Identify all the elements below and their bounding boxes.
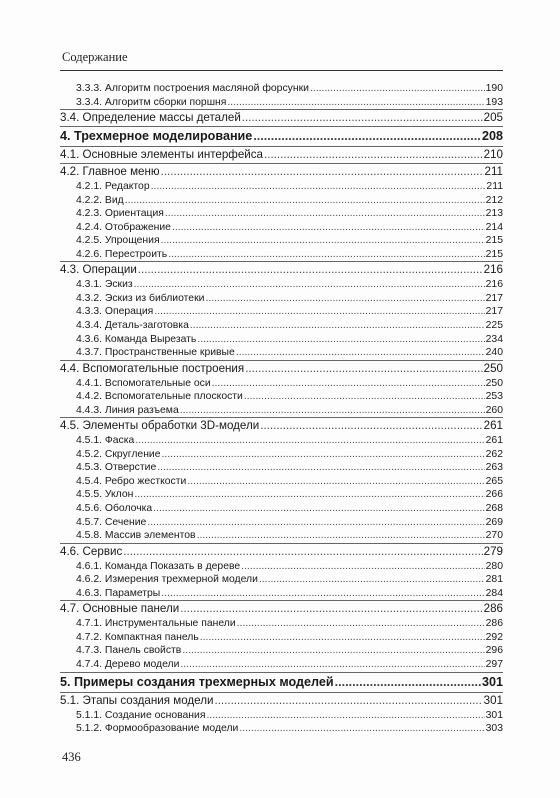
toc-entry bbox=[60, 418, 503, 434]
toc-entry-page: 190 bbox=[485, 83, 503, 94]
toc-leader-dots bbox=[227, 96, 484, 110]
toc-entry-title: 4.3.7. Пространственные кривые bbox=[76, 347, 235, 359]
running-header: Содержание bbox=[62, 50, 128, 64]
toc-entry bbox=[60, 658, 503, 673]
toc-leader-dots bbox=[154, 305, 484, 319]
toc-entry bbox=[60, 488, 503, 502]
toc-leader-dots bbox=[147, 516, 484, 530]
toc-entry-page: 263 bbox=[485, 462, 503, 474]
toc-leader-dots bbox=[134, 278, 485, 292]
toc-entry bbox=[60, 722, 503, 736]
toc-leader-dots bbox=[205, 292, 484, 306]
toc-entry bbox=[60, 617, 503, 631]
toc-entry bbox=[60, 693, 503, 709]
toc-leader-dots bbox=[214, 693, 482, 709]
toc-entry-title: 4.3.3. Операция bbox=[76, 306, 154, 318]
toc-entry-page: 303 bbox=[485, 723, 503, 735]
toc-entry-page: 297 bbox=[485, 658, 503, 670]
toc-entry-title: 4.2.5. Упрощения bbox=[76, 235, 160, 247]
toc-entry-page: 211 bbox=[486, 181, 503, 193]
toc-entry-page: 208 bbox=[481, 129, 503, 144]
toc-entry-title: 4.2.4. Отображение bbox=[76, 221, 171, 233]
toc-entry-title: 4.2.1. Редактор bbox=[76, 181, 150, 193]
toc-entry-page: 292 bbox=[485, 631, 503, 643]
toc-entry-title: 4.5.4. Ребро жесткости bbox=[76, 475, 187, 487]
toc-leader-dots bbox=[253, 127, 481, 146]
toc-entry bbox=[60, 361, 503, 377]
toc-entry bbox=[60, 278, 503, 292]
toc-entry-title: 4.7.1. Инструментальные панели bbox=[76, 618, 236, 630]
toc-entry bbox=[60, 346, 503, 361]
toc-entry-page: 266 bbox=[485, 489, 503, 501]
toc-leader-dots bbox=[190, 319, 485, 333]
toc-leader-dots bbox=[187, 475, 484, 489]
toc-entry-title: 4.7.2. Компактная панель bbox=[76, 631, 199, 643]
toc-entry bbox=[60, 262, 503, 278]
toc-entry-title: 4.5.7. Сечение bbox=[76, 516, 147, 528]
toc-entry-title: 4.4.1. Вспомогательные оси bbox=[76, 377, 211, 389]
toc-entry bbox=[60, 709, 503, 723]
toc-entry bbox=[60, 544, 503, 560]
toc-leader-dots bbox=[197, 529, 485, 543]
toc-entry-title: 4.6.1. Команда Показать в дереве bbox=[76, 560, 241, 572]
toc-entry-title: 4.3.2. Эскиз из библиотеки bbox=[76, 292, 205, 304]
toc-leader-dots bbox=[180, 404, 485, 418]
toc-entry-title: 4.5.1. Фаска bbox=[76, 435, 135, 447]
toc-entry bbox=[60, 164, 503, 180]
toc-entry bbox=[60, 434, 503, 448]
toc-entry-title: 4. Трехмерное моделирование bbox=[60, 129, 253, 144]
toc-entry-page: 262 bbox=[485, 448, 503, 460]
toc-entry bbox=[60, 377, 503, 391]
toc-entry-title: 4.3. Операции bbox=[60, 263, 137, 277]
toc-entry bbox=[60, 673, 503, 693]
toc-leader-dots bbox=[168, 248, 484, 262]
toc-leader-dots bbox=[239, 722, 484, 736]
toc-entry bbox=[60, 305, 503, 319]
toc-entry-title: 3.3.3. Алгоритм построения масляной форсунки bbox=[76, 83, 309, 94]
toc-leader-dots bbox=[157, 461, 484, 475]
toc-entry-title: 4.7.4. Дерево модели bbox=[76, 658, 180, 670]
toc-leader-dots bbox=[125, 194, 485, 208]
toc-entry bbox=[60, 207, 503, 221]
toc-entry-page: 250 bbox=[483, 361, 503, 375]
toc-entry-page: 270 bbox=[485, 530, 503, 542]
toc-leader-dots bbox=[161, 234, 485, 248]
toc-entry-title: 3.4. Определение массы деталей bbox=[60, 111, 241, 125]
toc-entry-title: 4.2. Главное меню bbox=[60, 165, 160, 179]
toc-entry-page: 253 bbox=[485, 391, 503, 403]
table-of-contents bbox=[60, 82, 503, 736]
toc-entry bbox=[60, 573, 503, 587]
toc-entry-title: 4.2.6. Перестроить bbox=[76, 248, 168, 260]
toc-entry-page: 286 bbox=[485, 618, 503, 630]
toc-leader-dots bbox=[162, 448, 485, 462]
toc-entry bbox=[60, 96, 503, 111]
toc-entry bbox=[60, 461, 503, 475]
toc-entry-title: 4.6.2. Измерения трехмерной модели bbox=[76, 574, 258, 586]
toc-entry-title: 4.3.6. Команда Вырезать bbox=[76, 333, 197, 345]
toc-entry bbox=[60, 333, 503, 347]
toc-entry-page: 301 bbox=[485, 709, 503, 721]
toc-entry bbox=[60, 147, 503, 164]
toc-entry-title: 4.5.5. Уклон bbox=[76, 489, 134, 501]
toc-entry-title: 4.4.3. Линия разъема bbox=[76, 404, 179, 416]
toc-entry-page: 217 bbox=[485, 306, 503, 318]
toc-leader-dots bbox=[335, 673, 481, 692]
toc-entry bbox=[60, 221, 503, 235]
toc-entry-page: 215 bbox=[485, 235, 503, 247]
page-number: 436 bbox=[62, 750, 81, 764]
toc-leader-dots bbox=[182, 644, 484, 658]
toc-entry-title: 4.5.3. Отверстие bbox=[76, 462, 157, 474]
toc-entry-title: 4.7. Основные панели bbox=[60, 602, 180, 616]
toc-entry-page: 250 bbox=[485, 377, 503, 389]
toc-leader-dots bbox=[260, 418, 482, 434]
toc-leader-dots bbox=[259, 573, 485, 587]
toc-entry-page: 205 bbox=[483, 111, 503, 125]
toc-entry-page: 211 bbox=[484, 165, 503, 179]
toc-entry bbox=[60, 234, 503, 248]
toc-entry-title: 4.2.3. Ориентация bbox=[76, 208, 164, 220]
toc-entry-title: 5.1.1. Создание основания bbox=[76, 709, 206, 721]
toc-entry-title: 4.7.3. Панель свойств bbox=[76, 645, 182, 657]
toc-entry-page: 301 bbox=[483, 693, 503, 707]
toc-leader-dots bbox=[161, 587, 484, 601]
toc-entry bbox=[60, 502, 503, 516]
toc-entry bbox=[60, 110, 503, 127]
toc-entry-page: 212 bbox=[485, 194, 503, 206]
toc-entry-page: 217 bbox=[485, 292, 503, 304]
toc-entry bbox=[60, 127, 503, 147]
toc-entry-title: 4.4. Вспомогательные построения bbox=[60, 361, 245, 375]
toc-entry bbox=[60, 194, 503, 208]
toc-leader-dots bbox=[151, 180, 486, 194]
toc-entry-title: 4.5.8. Массив элементов bbox=[76, 530, 196, 542]
toc-entry bbox=[60, 516, 503, 530]
toc-entry-page: 296 bbox=[485, 645, 503, 657]
toc-leader-dots bbox=[165, 207, 485, 221]
toc-entry-title: 4.1. Основные элементы интерфейса bbox=[60, 148, 264, 162]
toc-leader-dots bbox=[172, 221, 485, 235]
toc-entry-title: 4.6.3. Параметры bbox=[76, 587, 161, 599]
toc-entry-title: 5.1. Этапы создания модели bbox=[60, 693, 214, 707]
toc-leader-dots bbox=[197, 333, 484, 347]
toc-entry bbox=[60, 319, 503, 333]
toc-entry-title: 4.4.2. Вспомогательные плоскости bbox=[76, 391, 243, 403]
toc-leader-dots bbox=[236, 346, 485, 360]
toc-entry bbox=[60, 631, 503, 645]
toc-entry bbox=[60, 248, 503, 263]
toc-entry-page: 301 bbox=[481, 674, 503, 689]
toc-leader-dots bbox=[153, 502, 484, 516]
toc-leader-dots bbox=[241, 560, 485, 574]
toc-entry-page: 260 bbox=[485, 404, 503, 416]
toc-entry-page: 280 bbox=[485, 560, 503, 572]
toc-entry-title: 5.1.2. Формообразование модели bbox=[76, 723, 239, 735]
toc-entry bbox=[60, 587, 503, 602]
toc-entry-page: 210 bbox=[483, 148, 503, 162]
toc-entry-page: 261 bbox=[483, 419, 503, 433]
toc-entry-page: 225 bbox=[485, 320, 503, 332]
toc-entry bbox=[60, 448, 503, 462]
toc-entry-page: 215 bbox=[485, 248, 503, 260]
toc-entry-title: 4.3.1. Эскиз bbox=[76, 279, 133, 291]
toc-leader-dots bbox=[138, 262, 483, 278]
toc-entry-page: 281 bbox=[485, 574, 503, 586]
toc-leader-dots bbox=[244, 390, 485, 404]
toc-entry-title: 5. Примеры создания трехмерных моделей bbox=[60, 674, 334, 689]
toc-leader-dots bbox=[180, 658, 484, 672]
toc-entry bbox=[60, 390, 503, 404]
toc-entry-title: 4.5.2. Скругление bbox=[76, 448, 161, 460]
toc-entry-title: 3.3.4. Алгоритм сборки поршня bbox=[76, 96, 227, 108]
toc-entry-page: 268 bbox=[485, 503, 503, 515]
toc-entry bbox=[60, 644, 503, 658]
toc-entry-title: 4.2.2. Вид bbox=[76, 194, 124, 206]
header-rule bbox=[60, 70, 503, 71]
toc-leader-dots bbox=[237, 617, 485, 631]
toc-entry-page: 214 bbox=[485, 221, 503, 233]
toc-entry-page: 193 bbox=[485, 96, 503, 108]
toc-entry bbox=[60, 180, 503, 194]
toc-leader-dots bbox=[134, 488, 484, 502]
toc-entry-title: 4.6. Сервис bbox=[60, 544, 123, 558]
toc-entry-page: 216 bbox=[483, 263, 503, 277]
toc-leader-dots bbox=[245, 361, 482, 377]
toc-entry bbox=[60, 529, 503, 544]
toc-entry-page: 216 bbox=[485, 279, 503, 291]
toc-leader-dots bbox=[161, 164, 484, 180]
toc-entry-page: 234 bbox=[485, 333, 503, 345]
toc-leader-dots bbox=[135, 434, 484, 448]
toc-leader-dots bbox=[264, 147, 483, 163]
toc-entry bbox=[60, 404, 503, 419]
toc-entry-page: 213 bbox=[485, 208, 503, 220]
toc-leader-dots bbox=[212, 377, 485, 391]
toc-entry-page: 286 bbox=[483, 602, 503, 616]
toc-entry-page: 284 bbox=[485, 587, 503, 599]
toc-entry-page: 265 bbox=[485, 475, 503, 487]
toc-leader-dots bbox=[180, 601, 482, 617]
toc-entry bbox=[60, 292, 503, 306]
toc-entry bbox=[60, 82, 503, 96]
toc-entry-title: 4.5. Элементы обработки 3D-модели bbox=[60, 419, 260, 433]
toc-entry-page: 279 bbox=[483, 544, 503, 558]
toc-entry-page: 269 bbox=[485, 516, 503, 528]
toc-leader-dots bbox=[310, 82, 485, 96]
toc-entry-title: 4.5.6. Оболочка bbox=[76, 503, 153, 515]
toc-entry-title: 4.3.4. Деталь-заготовка bbox=[76, 320, 189, 332]
toc-entry bbox=[60, 601, 503, 617]
toc-entry bbox=[60, 560, 503, 574]
toc-leader-dots bbox=[123, 544, 482, 560]
toc-entry bbox=[60, 475, 503, 489]
toc-entry-page: 240 bbox=[485, 347, 503, 359]
toc-leader-dots bbox=[206, 709, 484, 723]
toc-entry-page: 261 bbox=[485, 435, 503, 447]
toc-leader-dots bbox=[200, 631, 485, 645]
toc-leader-dots bbox=[242, 110, 483, 126]
